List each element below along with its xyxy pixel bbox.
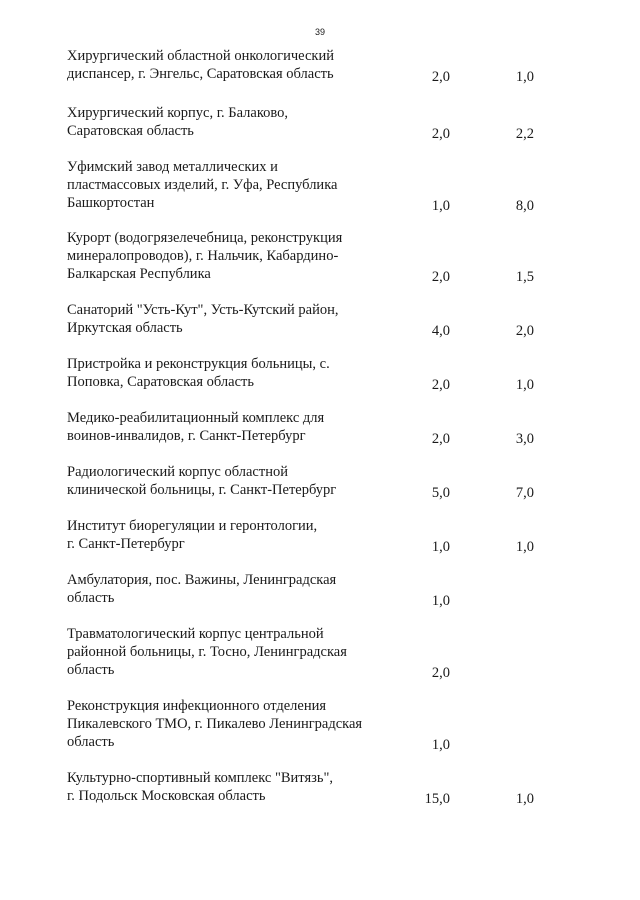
value-column-2: 2,0 bbox=[515, 323, 534, 339]
facility-name bbox=[67, 229, 392, 283]
facility-name bbox=[67, 301, 392, 337]
facility-name-line: г. Санкт-Петербург bbox=[67, 536, 185, 552]
facility-name-line: Медико-реабилитационный комплекс для bbox=[67, 410, 325, 426]
facility-name-line: Амбулатория, пос. Важины, Ленинградская bbox=[67, 572, 337, 588]
facility-name-line: Уфимский завод металлических и bbox=[67, 159, 278, 175]
facility-name bbox=[67, 463, 392, 499]
facility-name bbox=[67, 158, 392, 212]
facility-name bbox=[67, 517, 392, 553]
facility-name-line: область bbox=[67, 662, 115, 678]
facility-name-line: Поповка, Саратовская область bbox=[67, 374, 254, 390]
value-column-2: 2,2 bbox=[515, 126, 534, 142]
value-column-2: 1,0 bbox=[515, 791, 534, 807]
facility-name-line: Иркутская область bbox=[67, 320, 183, 336]
page-number: 39 bbox=[314, 27, 325, 37]
facility-name bbox=[67, 625, 392, 679]
value-column-1: 2,0 bbox=[431, 69, 450, 85]
facility-name bbox=[67, 409, 392, 445]
facility-name-line: Институт биорегуляции и геронтологии, bbox=[67, 518, 318, 534]
facility-name-line: клинической больницы, г. Санкт-Петербург bbox=[67, 482, 337, 498]
facility-name-line: область bbox=[67, 590, 115, 606]
facility-name-line: Хирургический корпус, г. Балаково, bbox=[67, 105, 289, 121]
value-column-2: 1,5 bbox=[515, 269, 534, 285]
facility-name-line: Травматологический корпус центральной bbox=[67, 626, 324, 642]
value-column-1: 5,0 bbox=[431, 485, 450, 501]
facility-name bbox=[67, 355, 392, 391]
facility-name-line: Культурно-спортивный комплекс "Витязь", bbox=[67, 770, 333, 786]
facility-name-line: районной больницы, г. Тосно, Ленинградская bbox=[67, 644, 347, 660]
value-column-2: 1,0 bbox=[515, 69, 534, 85]
value-column-2: 3,0 bbox=[515, 431, 534, 447]
value-column-2: 1,0 bbox=[515, 377, 534, 393]
facility-name-line: пластмассовых изделий, г. Уфа, Республика bbox=[67, 177, 338, 193]
facility-name-line: Санаторий "Усть-Кут", Усть-Кутский район, bbox=[67, 302, 339, 318]
facility-name-line: г. Подольск Московская область bbox=[67, 788, 266, 804]
facility-name-line: Пикалевского ТМО, г. Пикалево Ленинградская bbox=[67, 716, 363, 732]
facility-name-line: Башкортостан bbox=[67, 195, 155, 211]
facility-name bbox=[67, 104, 392, 140]
value-column-1: 15,0 bbox=[424, 791, 450, 807]
facility-name-line: воинов-инвалидов, г. Санкт-Петербург bbox=[67, 428, 306, 444]
facility-name-line: Балкарская Республика bbox=[67, 266, 211, 282]
value-column-2: 7,0 bbox=[515, 485, 534, 501]
facility-name bbox=[67, 697, 392, 751]
facility-name-line: Радиологический корпус областной bbox=[67, 464, 288, 480]
value-column-1: 1,0 bbox=[431, 737, 450, 753]
value-column-1: 2,0 bbox=[431, 126, 450, 142]
value-column-1: 4,0 bbox=[431, 323, 450, 339]
facility-name-line: Саратовская область bbox=[67, 123, 194, 139]
value-column-2: 1,0 bbox=[515, 539, 534, 555]
facility-name bbox=[67, 47, 392, 83]
facility-name bbox=[67, 769, 392, 805]
facility-name-line: область bbox=[67, 734, 115, 750]
value-column-1: 1,0 bbox=[431, 198, 450, 214]
value-column-1: 2,0 bbox=[431, 665, 450, 681]
value-column-1: 1,0 bbox=[431, 593, 450, 609]
facility-name-line: Реконструкция инфекционного отделения bbox=[67, 698, 327, 714]
facility-name-line: Пристройка и реконструкция больницы, с. bbox=[67, 356, 330, 372]
facility-name-line: диспансер, г. Энгельс, Саратовская область bbox=[67, 66, 334, 82]
facility-name-line: минералопроводов), г. Нальчик, Кабардино- bbox=[67, 248, 339, 264]
value-column-1: 2,0 bbox=[431, 431, 450, 447]
value-column-2: 8,0 bbox=[515, 198, 534, 214]
value-column-1: 2,0 bbox=[431, 377, 450, 393]
facility-name-line: Курорт (водогрязелечебница, реконструкция bbox=[67, 230, 343, 246]
value-column-1: 1,0 bbox=[431, 539, 450, 555]
facility-name-line: Хирургический областной онкологический bbox=[67, 48, 334, 64]
facility-name bbox=[67, 571, 392, 607]
value-column-1: 2,0 bbox=[431, 269, 450, 285]
